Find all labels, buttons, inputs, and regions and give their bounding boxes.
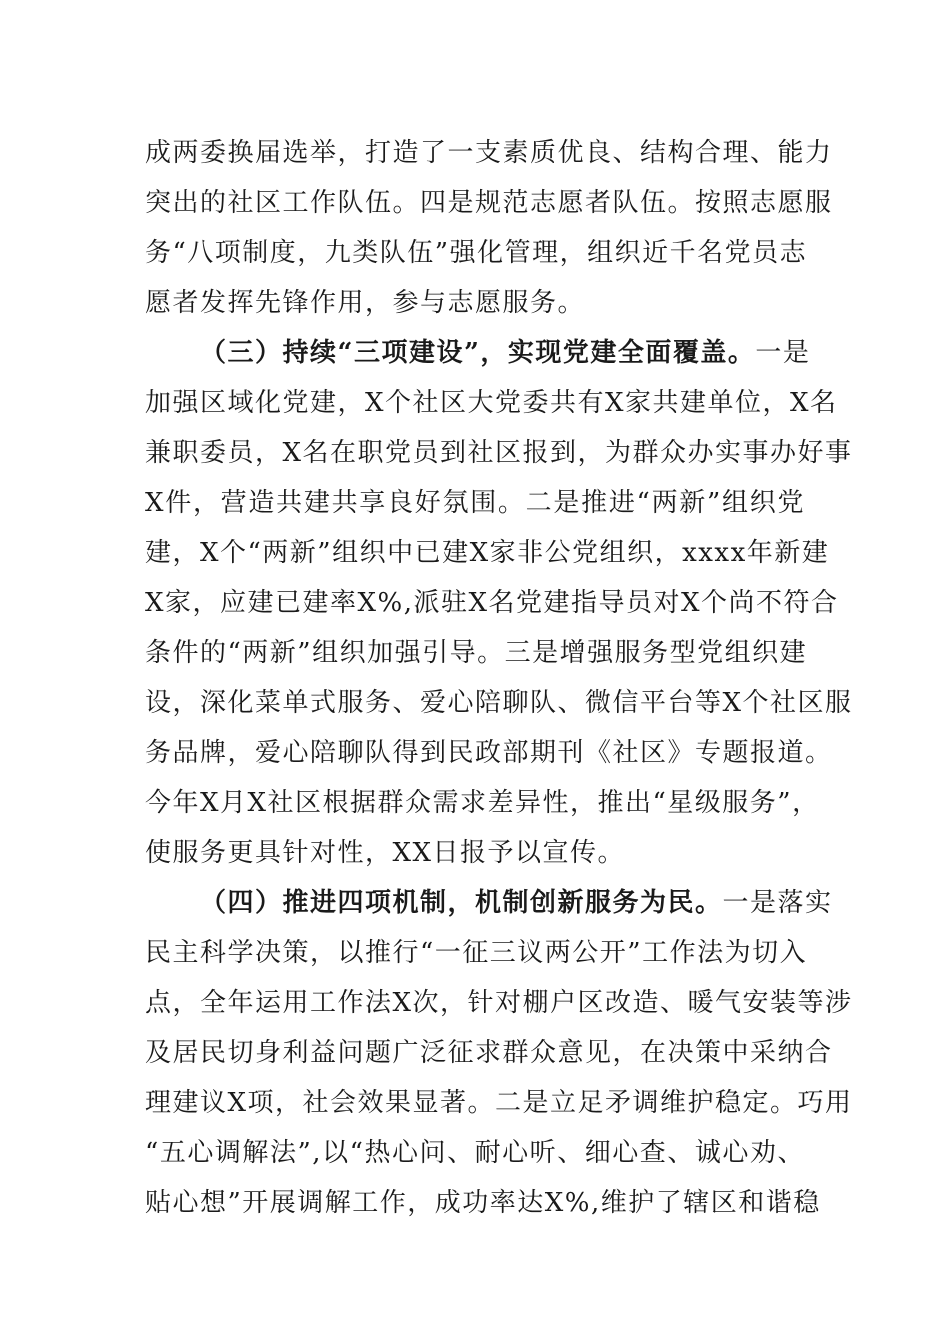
text-line: 民主科学决策，以推行“一征三议两公开”工作法为切入 xyxy=(145,938,808,968)
text-line: 及居民切身利益问题广泛征求群众意见，在决策中采纳合 xyxy=(145,1038,833,1068)
text-line: 建，X个“两新”组织中已建X家非公党组织，xxxx年新建 xyxy=(145,538,830,568)
text-line: 理建议X项，社会效果显著。二是立足矛调维护稳定。巧用 xyxy=(145,1088,853,1118)
text-line: 务品牌，爱心陪聊队得到民政部期刊《社区》专题报道。 xyxy=(145,738,833,768)
text-line: 愿者发挥先锋作用，参与志愿服务。 xyxy=(145,288,586,318)
section-heading-4-line xyxy=(200,880,833,926)
text-line: 成两委换届选举，打造了一支素质优良、结构合理、能力 xyxy=(145,138,833,168)
text-line: 今年X月X社区根据群众需求差异性，推出“星级服务”， xyxy=(145,788,820,818)
text-line: 使服务更具针对性，XX日报予以宣传。 xyxy=(145,838,626,868)
text-line: 兼职委员，X名在职党员到社区报到，为群众办实事办好事 xyxy=(145,438,853,468)
text-line: X件，营造共建共享良好氛围。二是推进“两新”组织党 xyxy=(145,488,805,518)
text-line: 设，深化菜单式服务、爱心陪聊队、微信平台等X个社区服 xyxy=(145,688,853,718)
text-run: 一是落实 xyxy=(722,888,833,918)
section-heading-4: （四）推进四项机制，机制创新服务为民。 xyxy=(200,888,723,918)
text-run: 一是 xyxy=(755,338,811,368)
text-line: 点，全年运用工作法X次，针对棚户区改造、暖气安装等涉 xyxy=(145,988,853,1018)
text-line: 加强区域化党建，X个社区大党委共有X家共建单位，X名 xyxy=(145,388,838,418)
text-line: 务“八项制度，九类队伍”强化管理，组织近千名党员志 xyxy=(145,238,808,268)
text-line: “五心调解法”,以“热心问、耐心听、细心查、诚心劝、 xyxy=(145,1138,805,1168)
section-heading-3-line xyxy=(200,330,811,376)
section-heading-3: （三）持续“三项建设”，实现党建全面覆盖。 xyxy=(200,338,756,368)
text-line: 条件的“两新”组织加强引导。三是增强服务型党组织建 xyxy=(145,638,808,668)
text-line: 突出的社区工作队伍。四是规范志愿者队伍。按照志愿服 xyxy=(145,188,833,218)
text-line: 贴心想”开展调解工作，成功率达X%,维护了辖区和谐稳 xyxy=(145,1188,821,1218)
text-line: X家，应建已建率X%,派驻X名党建指导员对X个尚不符合 xyxy=(145,588,839,618)
